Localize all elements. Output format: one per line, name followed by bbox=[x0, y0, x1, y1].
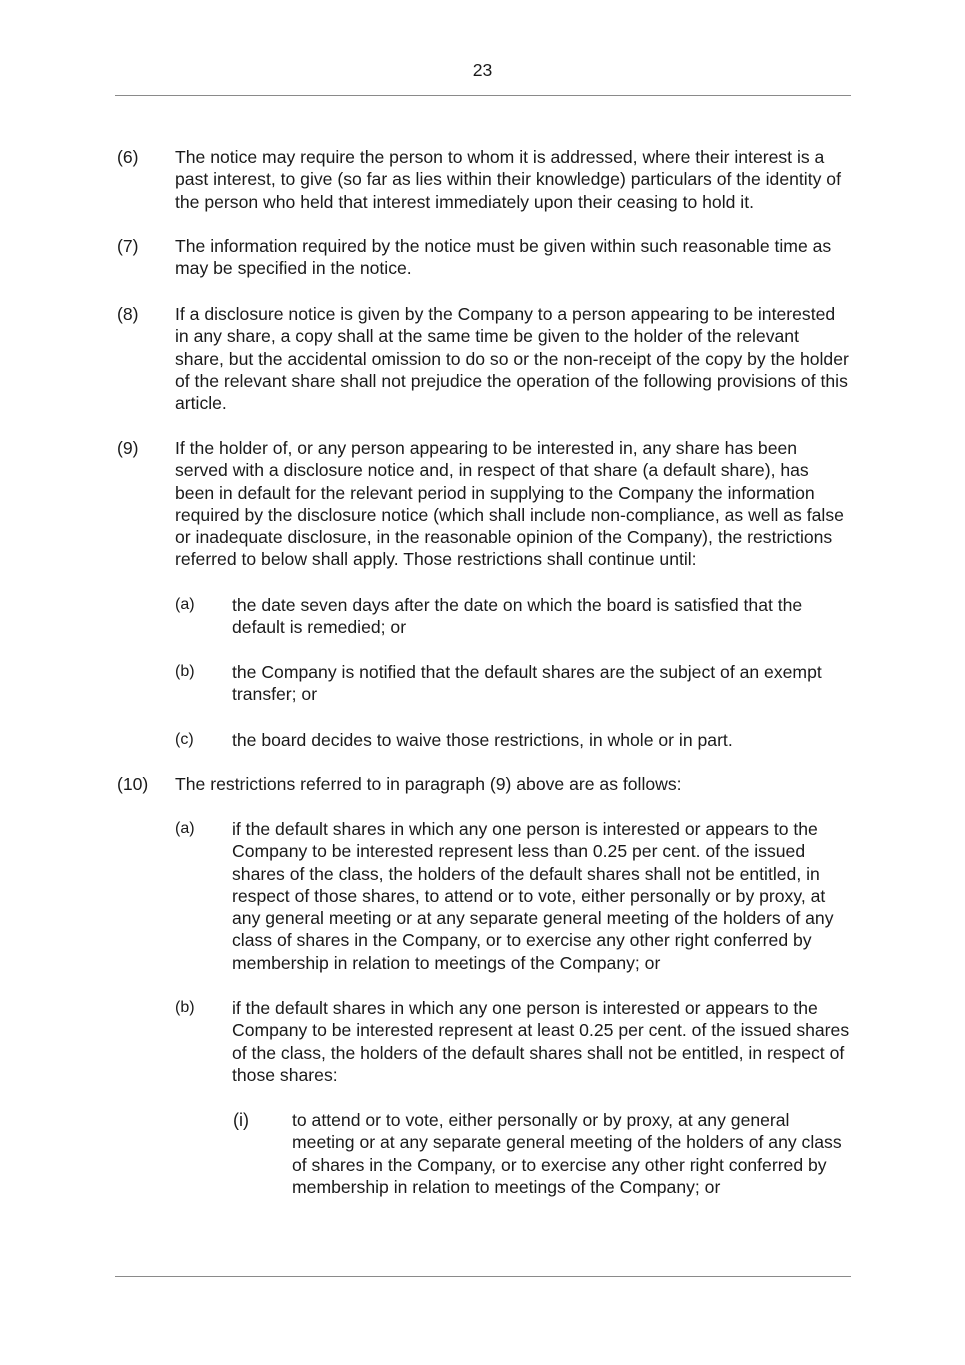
paragraph-9-item-a bbox=[175, 594, 852, 639]
paragraph-9-item-b bbox=[175, 661, 852, 706]
item-letter: (c) bbox=[175, 731, 194, 748]
header-divider bbox=[115, 95, 851, 96]
item-text: if the default shares in which any one person is interested or appears to the Company to be interested represent at least 0.25 per cent. of the issued shares of the class, the holders of the default shares shall not be entitled, in respect of those shares: bbox=[232, 998, 850, 1085]
paragraph-text: If the holder of, or any person appearing to be interested in, any share has been served with a disclosure notice and, in respect of that share (a default share), has been in default for the relevant period in supplying to the Company the information required by the disclosure notice (which shall include non-compliance, as well as false or inadequate disclosure, in the reasonable opinion of the Company), the restrictions referred to below shall apply. Those restrictions shall continue until: bbox=[175, 438, 844, 570]
item-letter: (b) bbox=[175, 999, 195, 1016]
paragraph-number: (10) bbox=[117, 774, 149, 794]
paragraph-text: If a disclosure notice is given by the Company to a person appearing to be interested in any share, a copy shall at the same time be given to the holder of the relevant share, but the accidental omission to do so or the non-receipt of the copy by the holder of the relevant share shall not prejudice the operation of the following provisions of this article. bbox=[175, 304, 849, 414]
paragraph-number: (9) bbox=[117, 438, 139, 458]
paragraph-text: The notice may require the person to whom it is addressed, where their interest is a past interest, to give (so far as lies within their knowledge) particulars of the identity of the person who held that interest immediately upon their ceasing to hold it. bbox=[175, 147, 841, 212]
sub-item-numeral: (i) bbox=[233, 1110, 249, 1130]
item-text: the date seven days after the date on which the board is satisfied that the default is remedied; or bbox=[232, 595, 803, 638]
paragraph-10-item-b bbox=[175, 997, 852, 1086]
paragraph-10-item-b-sub-i bbox=[233, 1109, 852, 1198]
paragraph-9-item-c bbox=[175, 729, 852, 751]
item-text: if the default shares in which any one person is interested or appears to the Company to be interested represent less than 0.25 per cent. of the issued shares of the class, the holders of the default shares shall not be entitled, in respect of those shares, to attend or to vote, either personally or by proxy, at any general meeting or at any separate general meeting of the holders of any class of shares in the Company, or to exercise any other right conferred by membership in relation to meetings of the Company; or bbox=[232, 819, 834, 973]
paragraph-9 bbox=[117, 437, 852, 571]
paragraph-10 bbox=[117, 773, 852, 795]
paragraph-6 bbox=[117, 146, 852, 213]
paragraph-10-item-a bbox=[175, 818, 852, 974]
item-letter: (a) bbox=[175, 820, 195, 837]
paragraph-text: The restrictions referred to in paragraph (9) above are as follows: bbox=[175, 774, 682, 794]
paragraph-8 bbox=[117, 303, 852, 414]
item-letter: (b) bbox=[175, 663, 195, 680]
page-number: 23 bbox=[472, 60, 493, 80]
sub-item-text: to attend or to vote, either personally or by proxy, at any general meeting or at any separate general meeting of the holders of any class of shares in the Company, or to exercise any other right conferred by membership in relation to meetings of the Company; or bbox=[292, 1110, 842, 1197]
item-letter: (a) bbox=[175, 596, 195, 613]
paragraph-number: (8) bbox=[117, 304, 139, 324]
paragraph-text: The information required by the notice must be given within such reasonable time as may be specified in the notice. bbox=[175, 236, 832, 279]
item-text: the Company is notified that the default shares are the subject of an exempt transfer; or bbox=[232, 662, 822, 705]
paragraph-7 bbox=[117, 235, 852, 280]
paragraph-number: (7) bbox=[117, 236, 139, 256]
footer-divider bbox=[115, 1276, 851, 1277]
item-text: the board decides to waive those restrictions, in whole or in part. bbox=[232, 730, 733, 750]
paragraph-number: (6) bbox=[117, 147, 139, 167]
